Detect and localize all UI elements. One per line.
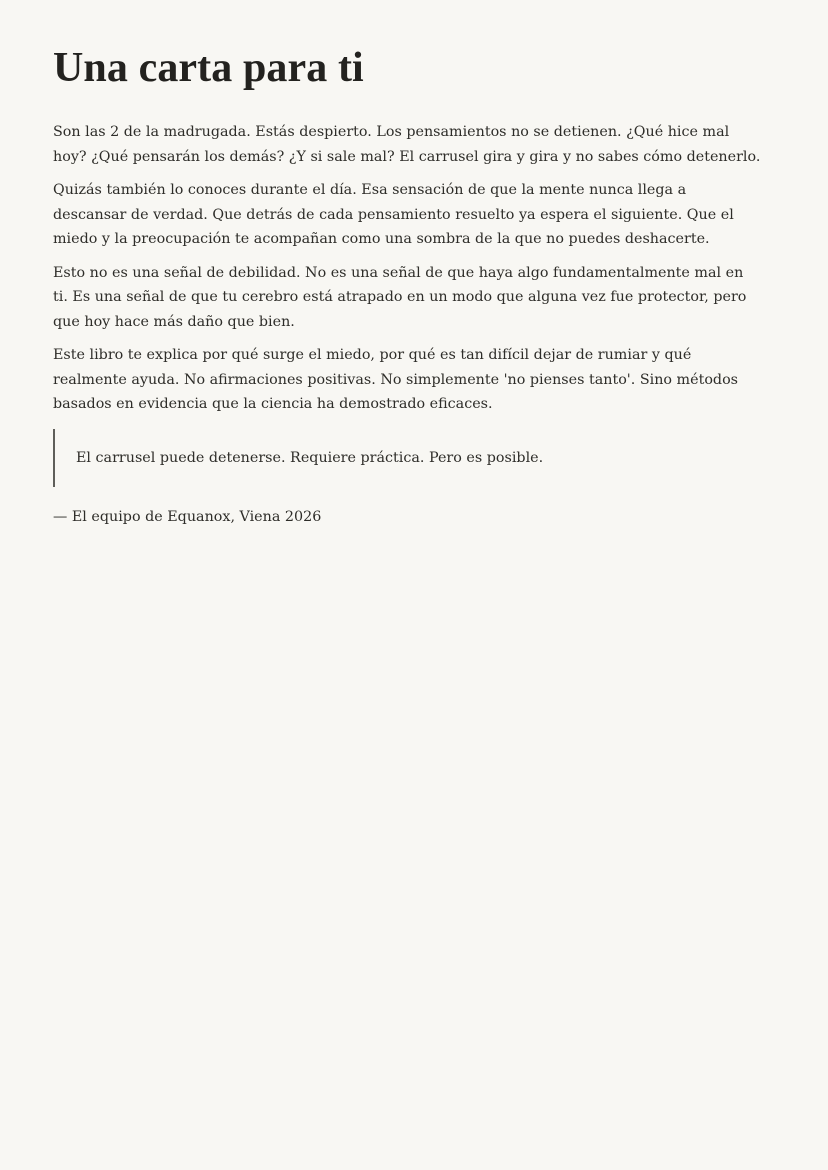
paragraph-1: Son las 2 de la madrugada. Estás despierto. Los pensamientos no se detienen. ¿Qué hice mal hoy? ¿Qué pensarán los demás? ¿Y si sale mal? El carrusel gira y gira y no sabes cómo detenerlo. xyxy=(53,124,761,165)
paragraph-4: Este libro te explica por qué surge el miedo, por qué es tan difícil dejar de rumiar y qué realmente ayuda. No afirmaciones positivas. No simplemente 'no pienses tanto'. Sino métodos basados en evidencia que la ciencia ha demostrado eficaces. xyxy=(53,347,739,412)
signature: — El equipo de Equanox, Viena 2026 xyxy=(53,508,322,525)
page-title: Una carta para ti xyxy=(53,45,364,91)
letter-body xyxy=(53,120,762,417)
pull-quote: El carrusel puede detenerse. Requiere práctica. Pero es posible. xyxy=(53,429,762,487)
paragraph-2: Quizás también lo conoces durante el día. Esa sensación de que la mente nunca llega a descansar de verdad. Que detrás de cada pensamiento resuelto ya espera el siguiente. Que el miedo y la preocupación te acompañan como una sombra de la que no puedes deshacerte. xyxy=(53,182,734,247)
paragraph-3: Esto no es una señal de debilidad. No es una señal de que haya algo fundamentalmente mal en ti. Es una señal de que tu cerebro está atrapado en un modo que alguna vez fue protector, pero que hoy hace más daño que bien. xyxy=(53,264,747,330)
